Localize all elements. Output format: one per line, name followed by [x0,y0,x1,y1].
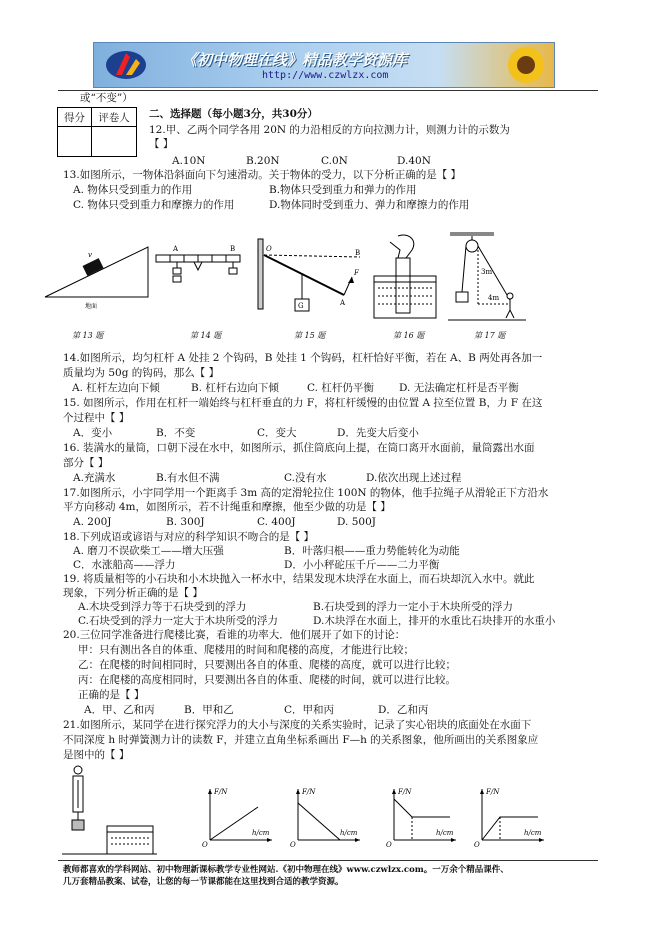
q18-line1: 18.下列成语或谚语与对应的科学知识不吻合的是【 】 [63,531,315,543]
footer-line1: 教师都喜欢的学科网站、初中物理新课标教学专业性网站.《初中物理在线》www.czwlzx.com。一万余个精品课件、 [63,865,509,875]
fig17-label-4m: 4m [488,294,500,302]
fig14-caption: 第 14 题 [190,331,222,340]
q20-statement-jia: 甲：只有测出各自的体重、爬楼用的时间和爬楼的高度，才能进行比较； [78,644,414,656]
q18-option-b: B．叶落归根——重力势能转化为动能 [284,545,460,557]
fig13-label-ground: 地面 [85,303,98,310]
q19-option-b: B.石块受到的浮力一定小于木块所受的浮力 [313,601,514,613]
q14-option-c: C. 杠杆仍平衡 [307,382,374,394]
top-fragment: 或“不变”） [80,92,133,104]
q21-graph-a-xlabel: h/cm [252,829,270,837]
fig14-label-b: B [230,245,236,253]
q20-line1: 20.三位同学准备进行爬楼比赛，看谁的功率大．他们展开了如下的讨论： [63,629,406,641]
q21-graph-b [288,785,368,850]
q15-line1: 15. 如图所示，作用在杠杆一端始终与杠杆垂直的力 F，将杠杆缓慢的由位置 A 拉至位置 B，力 F 在这 [63,397,543,409]
fig14-label-a: A [173,245,179,253]
q21-graph-c-ylabel: F/N [398,788,412,796]
q21-graph-d-xlabel: h/cm [524,829,542,837]
fig15-caption: 第 15 题 [294,331,326,340]
fig15-label-a: A [340,299,346,307]
q16-line1: 16. 装满水的量筒，口朝下浸在水中，如图所示，抓住筒底向上提，在筒口离开水面前，量筒露出水面 [63,442,535,454]
q20-option-b: B．甲和乙 [184,704,234,716]
footer-rule [58,860,598,861]
score-label: 得分 [58,108,92,127]
q12-option-d: D.40N [397,155,431,167]
grader-label: 评卷人 [92,108,137,127]
q17-line1: 17.如图所示，小宇同学用一个距离手 3m 高的定滑轮拉住 100N 的物体，他手拉绳子从滑轮正下方沿水 [63,487,549,499]
q21-line1: 21.如图所示，某同学在进行探究浮力的大小与深度的关系实验时，记录了实心铝块的底面处在水面下 [63,719,532,731]
fig17-label-3m: 3m [481,268,493,276]
q21-graph-d-origin: O [474,841,480,849]
q13-option-b: B.物体只受到重力和弹力的作用 [269,184,417,196]
figure-15-lever-force [252,237,367,317]
q13-option-d: D.物体同时受到重力、弹力和摩擦力的作用 [269,199,470,211]
q21-graph-d [472,785,552,850]
q21-graph-b-ylabel: F/N [302,788,316,796]
fig17-caption: 第 17 题 [474,331,506,340]
fig15-label-f: F [354,269,359,277]
q14-option-a: A. 杠杆左边向下倾 [72,382,160,394]
q19-option-a: A.木块受到浮力等于石块受到的浮力 [78,601,247,613]
q20-statement-bing: 丙：在爬楼的高度相同时，只要测出各自的体重、爬楼的时间，就可以进行比较。 [78,674,456,686]
q21-line3: 是图中的【 】 [63,749,130,761]
q21-graph-c [384,785,464,850]
q17-option-b: B. 300J [166,516,205,528]
q15-option-d: D．先变大后变小 [337,427,419,439]
fig13-caption: 第 13 题 [72,331,104,340]
q12-option-a: A.10N [172,155,206,167]
q13-option-a: A. 物体只受到重力的作用 [73,184,193,196]
q19-option-c: C.石块受到的浮力一定大于木块所受的浮力 [78,615,278,627]
banner-url: http://www.czwlzx.com [262,70,389,81]
q12-line1: 12.甲、乙两个同学各用 20N 的力沿相反的方向拉测力计，则测力计的示数为 [149,124,510,136]
score-cell [58,127,92,157]
q21-graph-c-origin: O [386,841,392,849]
q21-graph-a-origin: O [202,841,208,849]
q16-option-b: B.有水但不满 [156,472,220,484]
q15-option-b: B．不变 [156,427,196,439]
fig15-label-o: O [266,245,272,253]
q21-graph-b-xlabel: h/cm [340,829,358,837]
q16-option-c: C.没有水 [284,472,327,484]
q21-graph-a [200,785,280,850]
q19-line2: 现象，下列分析正确的是【 】 [63,587,203,599]
q17-option-a: A. 200J [73,516,112,528]
q18-option-d: D．小小秤砣压千斤——二力平衡 [284,559,440,571]
q13-line1: 13.如图所示，一物体沿斜面向下匀速滑动。关于物体的受力，以下分析正确的是【 】 [63,169,462,181]
figure-21-apparatus [62,762,157,857]
q12-option-b: B.20N [246,155,280,167]
q21-graph-b-origin: O [290,841,296,849]
section-title: 二、选择题（每小题3分，共30分） [149,108,318,120]
q18-option-c: C．水涨船高——浮力 [73,559,176,571]
q13-option-c: C. 物体只受到重力和摩擦力的作用 [73,199,235,211]
sunflower-icon [494,43,554,87]
q20-option-c: C．甲和丙 [284,704,335,716]
fig15-label-b: B [355,249,361,257]
q17-option-c: C. 400J [257,516,296,528]
figure-13-incline [40,235,155,310]
score-table [57,107,137,157]
q16-line2: 部分【 】 [63,457,109,469]
q20-option-d: D．乙和丙 [378,704,429,716]
fig16-caption: 第 16 题 [393,331,425,340]
logo-icon [104,47,156,83]
q14-option-b: B. 杠杆右边向下倾 [191,382,279,394]
q20-option-a: A．甲、乙和丙 [84,704,155,716]
figure-17-pulley [448,232,528,327]
q21-graph-d-ylabel: F/N [486,788,500,796]
q14-line2: 质量均为 50g 的钩码，那么【 】 [63,367,220,379]
q14-line1: 14.如图所示，均匀杠杆 A 处挂 2 个钩码，B 处挂 1 个钩码，杠杆恰好平衡，若在 A、B 两处再各加一 [63,352,543,364]
header-banner [93,42,555,88]
q21-line2: 不同深度 h 时弹簧测力计的读数 F，并建立直角坐标系画出 F—h 的关系图象，他所画出的关系图象应 [63,734,539,746]
footer-line2: 几万套精品教案、试卷，让您的每一节课都能在这里找到合适的教学资源。 [63,877,344,887]
figure-14-lever [150,240,245,300]
fig13-label-v: v [88,251,92,259]
q18-option-a: A. 磨刀不误砍柴工——增大压强 [73,545,224,557]
q19-line1: 19. 将质量相等的小石块和小木块抛入一杯水中，结果发现木块浮在水面上，而石块却沉入水中。就此 [63,573,535,585]
q15-option-c: C．变大 [257,427,297,439]
q15-line2: 个过程中【 】 [63,412,130,424]
q16-option-d: D.依次出现上述过程 [366,472,462,484]
q20-statement-yi: 乙：在爬楼的时间相同时，只要测出各自的体重、爬楼的高度，就可以进行比较； [78,659,456,671]
q17-line2: 平方向移动 4m，如图所示，若不计绳重和摩擦，他至少做的功是【 】 [63,501,391,513]
q21-graph-a-ylabel: F/N [214,788,228,796]
q19-option-d: D.木块浮在水面上，排开的水重比石块排开的水重小 [313,615,556,627]
grader-cell [92,127,137,157]
q12-option-c: C.0N [321,155,348,167]
q16-option-a: A.充满水 [73,472,116,484]
q15-option-a: A．变小 [73,427,113,439]
q17-option-d: D. 500J [337,516,376,528]
q14-option-d: D. 无法确定杠杆是否平衡 [399,382,519,394]
figure-16-cylinder-in-water [370,232,440,327]
fig15-label-g: G [298,302,304,310]
q21-graph-c-xlabel: h/cm [436,829,454,837]
q20-correct: 正确的是【 】 [78,689,145,701]
q12-line2: 【 】 [149,138,174,150]
header-rule [58,90,598,91]
banner-title: 《初中物理在线》精品教学资源库 [182,51,408,69]
